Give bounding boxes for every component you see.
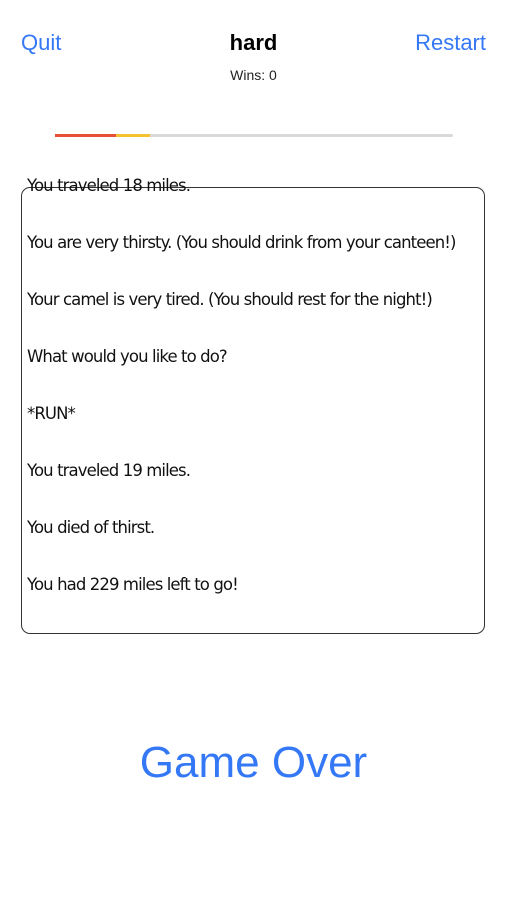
restart-button[interactable]: Restart — [415, 30, 486, 55]
navigation-bar — [0, 0, 507, 100]
game-over-label: Game Over — [139, 738, 368, 787]
game-log[interactable] — [21, 176, 485, 634]
log-line: You had 229 miles left to go! — [27, 575, 238, 594]
progress-segment-red — [55, 134, 116, 137]
log-line: You traveled 19 miles. — [27, 461, 191, 480]
game-log-content — [27, 172, 480, 628]
journey-progress-bar — [55, 134, 453, 137]
wins-counter: Wins: 0 — [230, 67, 277, 83]
quit-button[interactable]: Quit — [21, 30, 62, 55]
log-line: You died of thirst. — [27, 518, 155, 537]
log-line: You are very thirsty. (You should drink from your canteen!) — [27, 233, 456, 252]
difficulty-title: hard — [229, 30, 278, 55]
log-line: Your camel is very tired. (You should rest for the night!) — [27, 290, 432, 309]
log-line: What would you like to do? — [27, 347, 227, 366]
progress-segment-yellow — [116, 134, 150, 137]
log-line: *RUN* — [27, 404, 75, 423]
log-line: You traveled 18 miles. — [27, 176, 191, 195]
